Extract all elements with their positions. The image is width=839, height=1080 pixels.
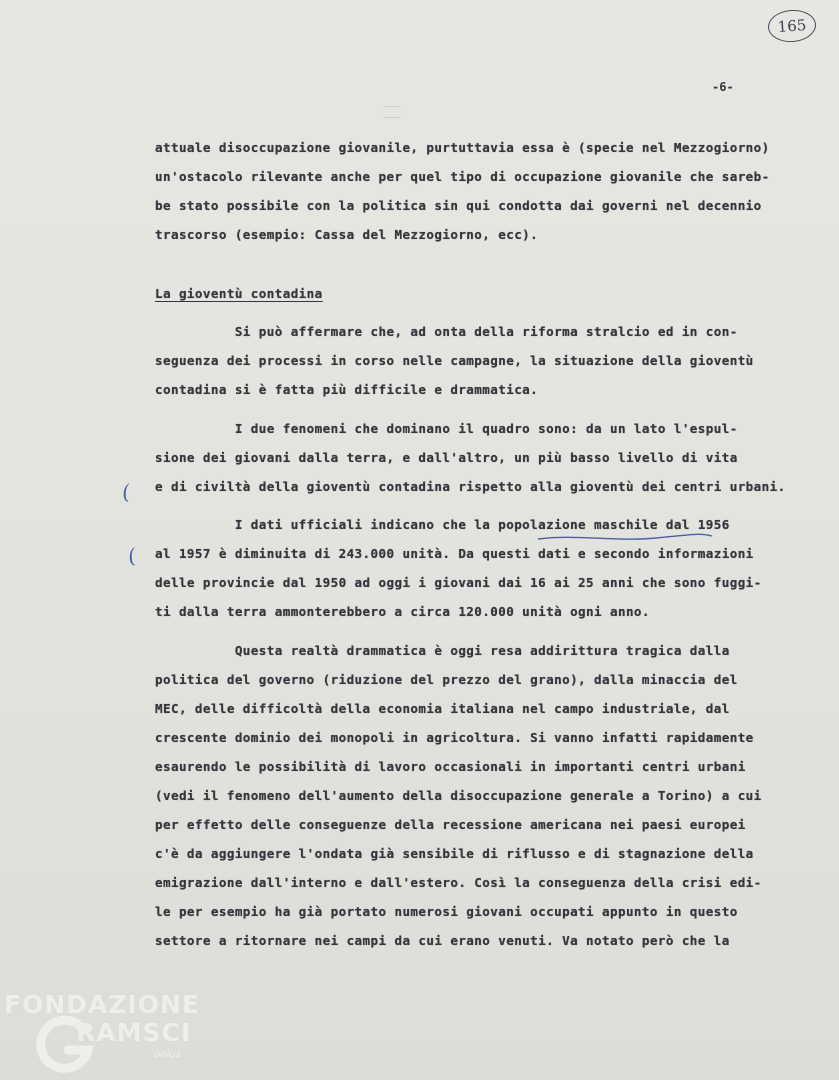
text-line: emigrazione dall'interno e dall'estero. Così la conseguenza della crisi edi- [155,875,762,890]
watermark-line2: RAMSCI [76,1018,192,1047]
text-line: settore a ritornare nei campi da cui erano venuti. Va notato però che la [155,933,730,948]
text-line: e di civiltà della gioventù contadina rispetto alla gioventù dei centri urbani. [155,479,786,494]
text-line: Questa realtà drammatica è oggi resa addirittura tragica dalla [155,643,730,658]
text-line: trascorso (esempio: Cassa del Mezzogiorno, ecc). [155,227,539,242]
text-line: MEC, delle difficoltà della economia italiana nel campo industriale, dal [155,701,730,716]
text-line: per effetto delle conseguenze della recessione americana nei paesi europei [155,817,746,832]
fondazione-gramsci-watermark [4,990,234,1080]
text-line: un'ostacolo rilevante anche per quel tipo di occupazione giovanile che sareb- [155,169,770,184]
watermark-line1: FONDAZIONE [4,990,201,1019]
text-line: attuale disoccupazione giovanile, purtuttavia essa è (specie nel Mezzogiorno) [155,140,770,155]
paper-smudge [383,106,401,118]
text-line: delle provincie dal 1950 ad oggi i giovani dai 16 ai 25 anni che sono fuggi- [155,575,762,590]
text-line: al 1957 è diminuita di 243.000 unità. Da questi dati e secondo informazioni [155,546,754,561]
page-number: -6- [712,80,734,94]
text-line: le per esempio ha già portato numerosi giovani occupati appunto in questo [155,904,738,919]
text-line: seguenza dei processi in corso nelle campagne, la situazione della gioventù [155,353,754,368]
text-line: (vedi il fenomeno dell'aumento della disoccupazione generale a Torino) a cui [155,788,762,803]
archive-number-stamp: 165 [767,8,817,43]
pen-underline [536,530,714,544]
text-line: c'è da aggiungere l'ondata già sensibile di riflusso e di stagnazione della [155,846,754,861]
margin-pen-mark: ( [120,479,132,505]
text-line: Si può affermare che, ad onta della riforma stralcio ed in con- [155,324,738,339]
margin-pen-mark: ( [125,543,139,569]
text-line: sione dei giovani dalla terra, e dall'altro, un più basso livello di vita [155,450,738,465]
text-line: esaurendo le possibilità di lavoro occasionali in importanti centri urbani [155,759,746,774]
section-heading: La gioventù contadina [155,286,323,301]
text-line: politica del governo (riduzione del prezzo del grano), dalla minaccia del [155,672,738,687]
text-line: contadina si è fatta più difficile e drammatica. [155,382,539,397]
text-line: I due fenomeni che dominano il quadro sono: da un lato l'espul- [155,421,738,436]
text-line: ti dalla terra ammonterebbero a circa 120.000 unità ogni anno. [155,604,650,619]
text-line: crescente dominio dei monopoli in agricoltura. Si vanno infatti rapidamente [155,730,754,745]
watermark-onlus: onlus [154,1049,181,1060]
text-line: be stato possibile con la politica sin qui condotta dai governi nel decennio [155,198,762,213]
text-line: I dati ufficiali indicano che la popolazione maschile dal 1956 [155,517,730,532]
